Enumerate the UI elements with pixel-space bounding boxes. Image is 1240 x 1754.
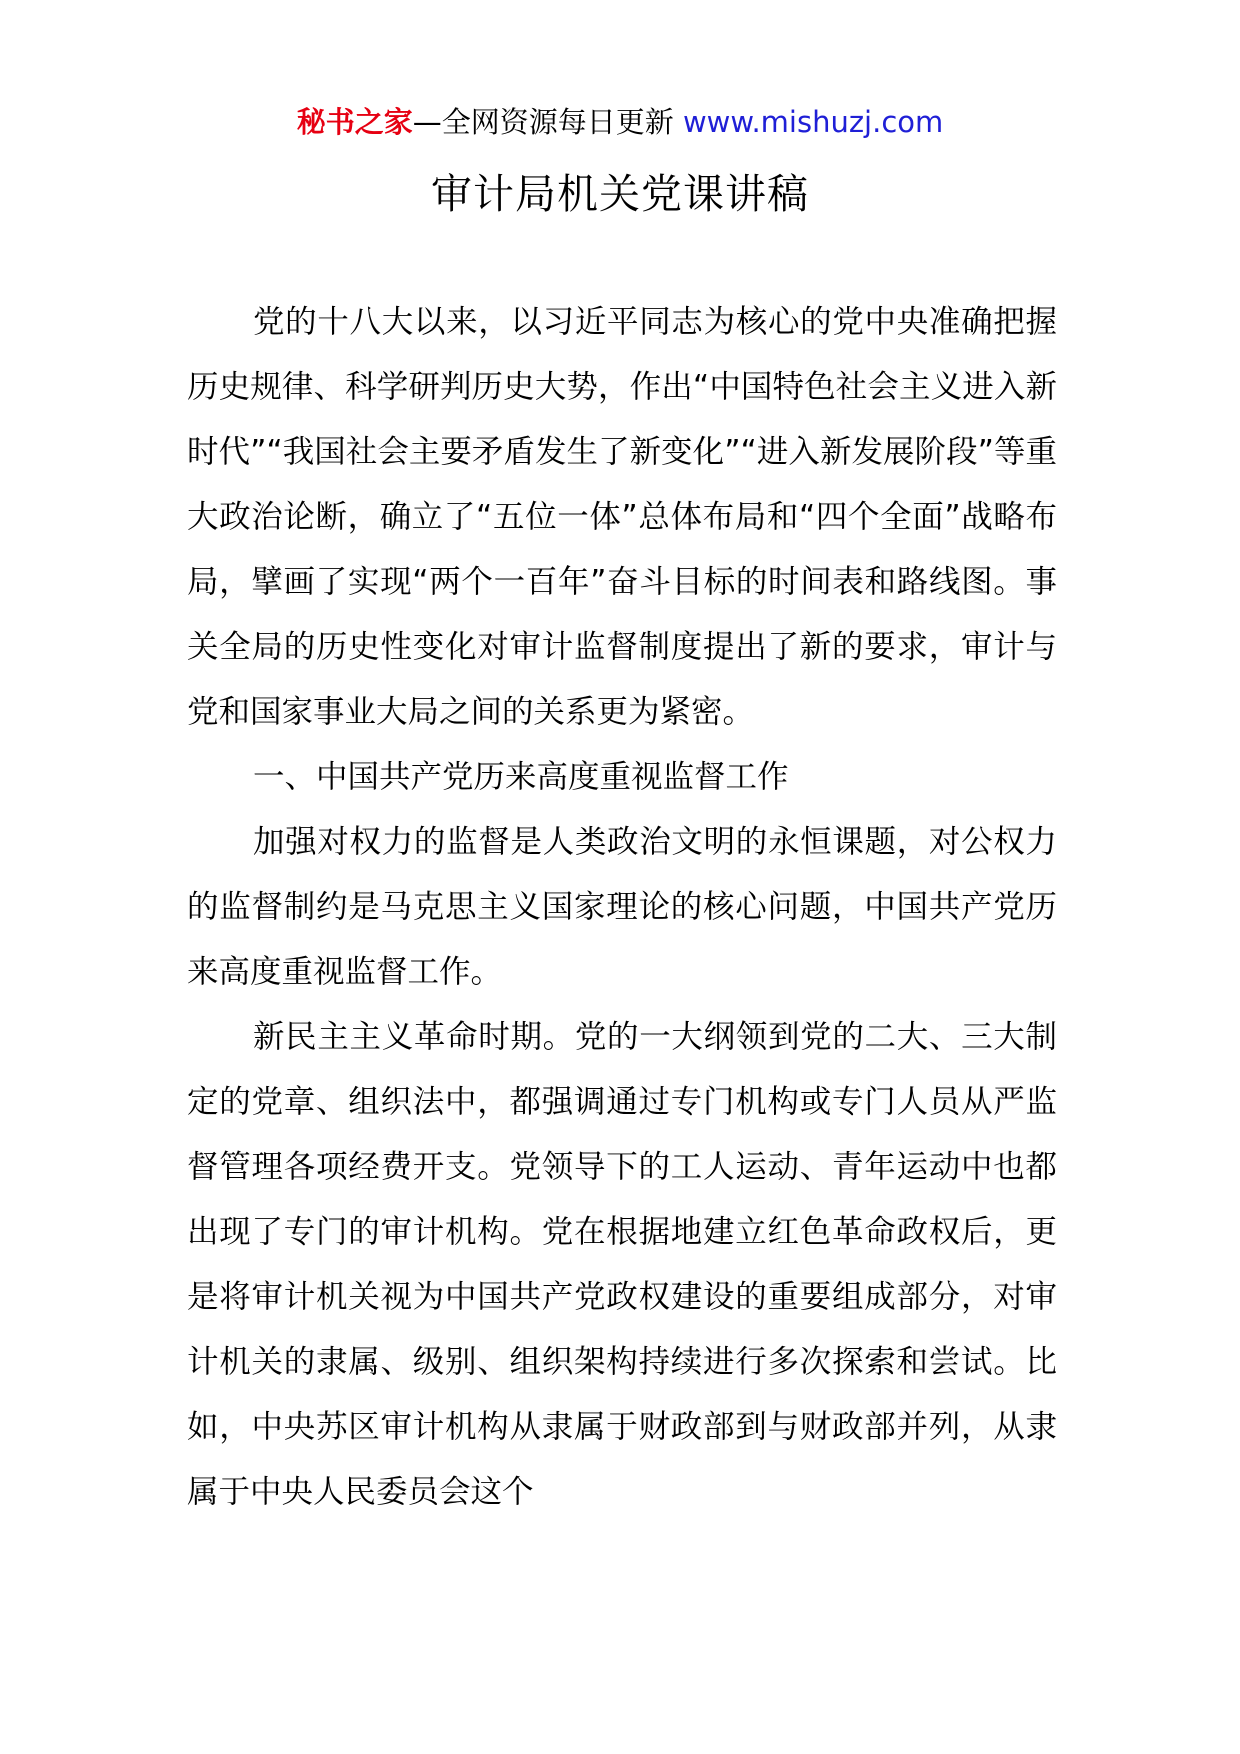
document-title: 审计局机关党课讲稿 bbox=[431, 170, 809, 218]
paragraph-new-democratic-revolution: 新民主主义革命时期。党的一大纲领到党的二大、三大制定的党章、组织法中，都强调通过专门机构或专门人员从严监督管理各项经费开支。党领导下的工人运动、青年运动中也都出现了专门的审计机构。党在根据地建立红色革命政权后，更是将审计机关视为中国共产党政权建设的重要组成部分，对审计机关的隶属、级别、组织架构持续进行多次探索和尝试。比如，中央苏区审计机构从隶属于财政部到与财政部并列，从隶属于中央人民委员会这个 bbox=[187, 1019, 1057, 1510]
site-url-link[interactable]: www.mishuzj.com bbox=[682, 105, 944, 139]
section-heading-1: 一、中国共产党历来高度重视监督工作 bbox=[253, 759, 789, 795]
document-body bbox=[187, 290, 1057, 1525]
paragraph-intro: 党的十八大以来，以习近平同志为核心的党中央准确把握历史规律、科学研判历史大势，作出“中国特色社会主义进入新时代”“我国社会主要矛盾发生了新变化”“进入新发展阶段”等重大政治论断，确立了“五位一体”总体布局和“四个全面”战略布局，擘画了实现“两个一百年”奋斗目标的时间表和路线图。事关全局的历史性变化对审计监督制度提出了新的要求，审计与党和国家事业大局之间的关系更为紧密。 bbox=[187, 304, 1057, 730]
site-header bbox=[0, 100, 1240, 144]
paragraph-supervision: 加强对权力的监督是人类政治文明的永恒课题，对公权力的监督制约是马克思主义国家理论的核心问题，中国共产党历来高度重视监督工作。 bbox=[187, 824, 1057, 990]
site-tagline: —全网资源每日更新 bbox=[412, 105, 674, 139]
site-name: 秘书之家 bbox=[296, 105, 413, 139]
